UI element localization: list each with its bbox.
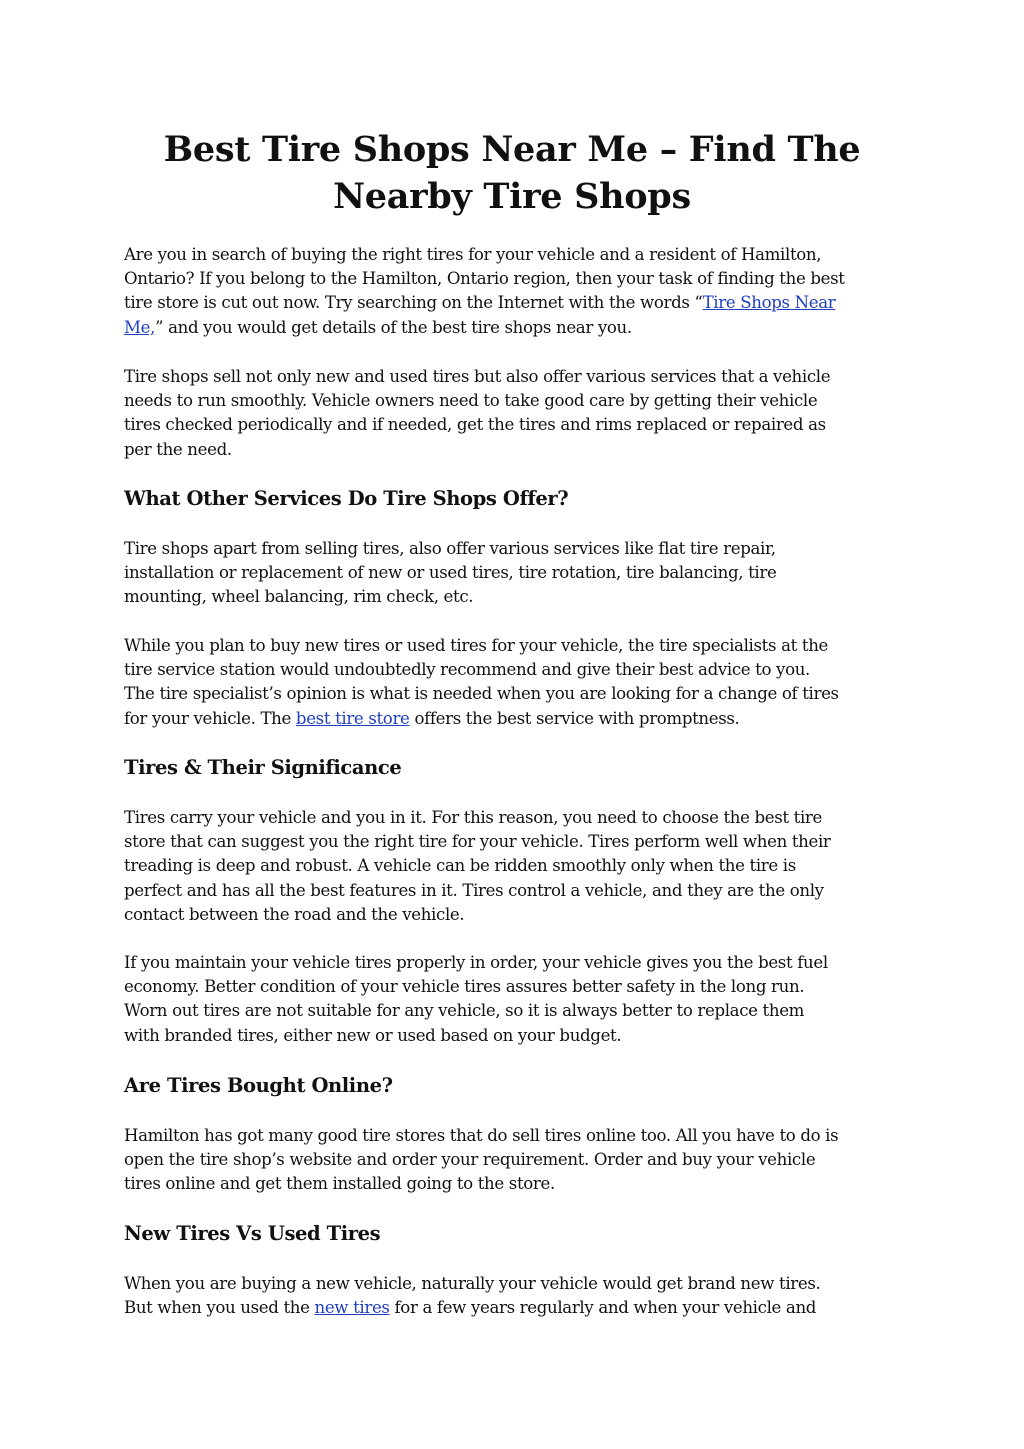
text-line: Worn out tires are not suitable for any vehicle, so it is always better to replace them	[124, 1001, 805, 1021]
text-line: Hamilton has got many good tire stores that do sell tires online too. All you have to do is	[124, 1126, 839, 1145]
text-line: tires checked periodically and if needed, get the tires and rims replaced or repaired as	[124, 415, 826, 435]
text-line: mounting, wheel balancing, rim check, etc.	[124, 587, 474, 607]
intro-paragraph	[124, 243, 904, 340]
services-intro-paragraph	[124, 365, 904, 462]
text-line	[124, 291, 835, 315]
text-fragment: tire store is cut out now. Try searching on the Internet with the words “	[124, 293, 703, 313]
title-line: Nearby Tire Shops	[333, 176, 691, 217]
text-line: tires online and get them installed going to the store.	[124, 1174, 555, 1194]
text-line: treading is deep and robust. A vehicle can be ridden smoothly only when the tire is	[124, 856, 796, 876]
online-paragraph	[124, 1124, 904, 1197]
significance-paragraph	[124, 806, 904, 927]
text-line: When you are buying a new vehicle, naturally your vehicle would get brand new tires.	[124, 1274, 821, 1293]
heading-bought-online: Are Tires Bought Online?	[124, 1074, 393, 1097]
heading-other-services: What Other Services Do Tire Shops Offer?	[124, 487, 569, 510]
heading-significance: Tires & Their Significance	[124, 756, 402, 779]
text-line: economy. Better condition of your vehicle tires assures better safety in the long run.	[124, 977, 805, 997]
text-line: needs to run smoothly. Vehicle owners need to take good care by getting their vehicle	[124, 391, 818, 411]
best-tire-store-link[interactable]: best tire store	[295, 708, 410, 728]
text-line: perfect and has all the best features in it. Tires control a vehicle, and they are the only	[124, 880, 824, 900]
page-title	[150, 126, 874, 220]
text-line: store that can suggest you the right tire for your vehicle. Tires perform well when their	[124, 832, 831, 852]
text-line	[124, 1296, 816, 1320]
text-line: If you maintain your vehicle tires properly in order, your vehicle gives you the best fuel	[124, 953, 828, 972]
text-line: contact between the road and the vehicle.	[124, 904, 465, 924]
text-line: Tires carry your vehicle and you in it. For this reason, you need to choose the best tire	[124, 808, 822, 827]
new-vs-used-paragraph	[124, 1272, 904, 1320]
text-line: open the tire shop’s website and order your requirement. Order and buy your vehicle	[124, 1150, 816, 1170]
maintenance-paragraph	[124, 951, 904, 1048]
text-fragment: for a few years regularly and when your vehicle and	[389, 1298, 817, 1318]
text-line: with branded tires, either new or used based on your budget.	[124, 1025, 622, 1045]
text-line: The tire specialist’s opinion is what is needed when you are looking for a change of tires	[124, 684, 839, 704]
text-line	[124, 707, 739, 731]
services-list-paragraph	[124, 537, 904, 610]
specialist-paragraph	[124, 634, 904, 731]
new-tires-link[interactable]: new tires	[314, 1298, 390, 1318]
text-line: Ontario? If you belong to the Hamilton, Ontario region, then your task of finding the best	[124, 269, 845, 289]
text-line: While you plan to buy new tires or used tires for your vehicle, the tire specialists at the	[124, 636, 829, 655]
heading-new-vs-used: New Tires Vs Used Tires	[124, 1222, 381, 1245]
tire-shops-near-me-link[interactable]: Tire Shops Near	[702, 293, 836, 313]
text-line: installation or replacement of new or used tires, tire rotation, tire balancing, tire	[124, 563, 777, 583]
text-fragment: But when you used the	[124, 1298, 315, 1318]
text-line: per the need.	[124, 439, 232, 459]
tire-shops-near-me-link-cont[interactable]: Me,	[124, 317, 156, 337]
text-fragment: for your vehicle. The	[124, 708, 296, 728]
text-line	[124, 316, 632, 340]
text-line: tire service station would undoubtedly recommend and give their best advice to you.	[124, 660, 810, 680]
text-fragment: offers the best service with promptness.	[409, 708, 740, 728]
text-line: Tire shops apart from selling tires, also offer various services like flat tire repair,	[124, 539, 776, 558]
title-line: Best Tire Shops Near Me – Find The	[163, 129, 861, 170]
text-fragment: ” and you would get details of the best tire shops near you.	[155, 317, 632, 337]
text-line: Are you in search of buying the right tires for your vehicle and a resident of Hamilton,	[124, 245, 822, 264]
text-line: Tire shops sell not only new and used tires but also offer various services that a vehicle	[124, 367, 831, 386]
